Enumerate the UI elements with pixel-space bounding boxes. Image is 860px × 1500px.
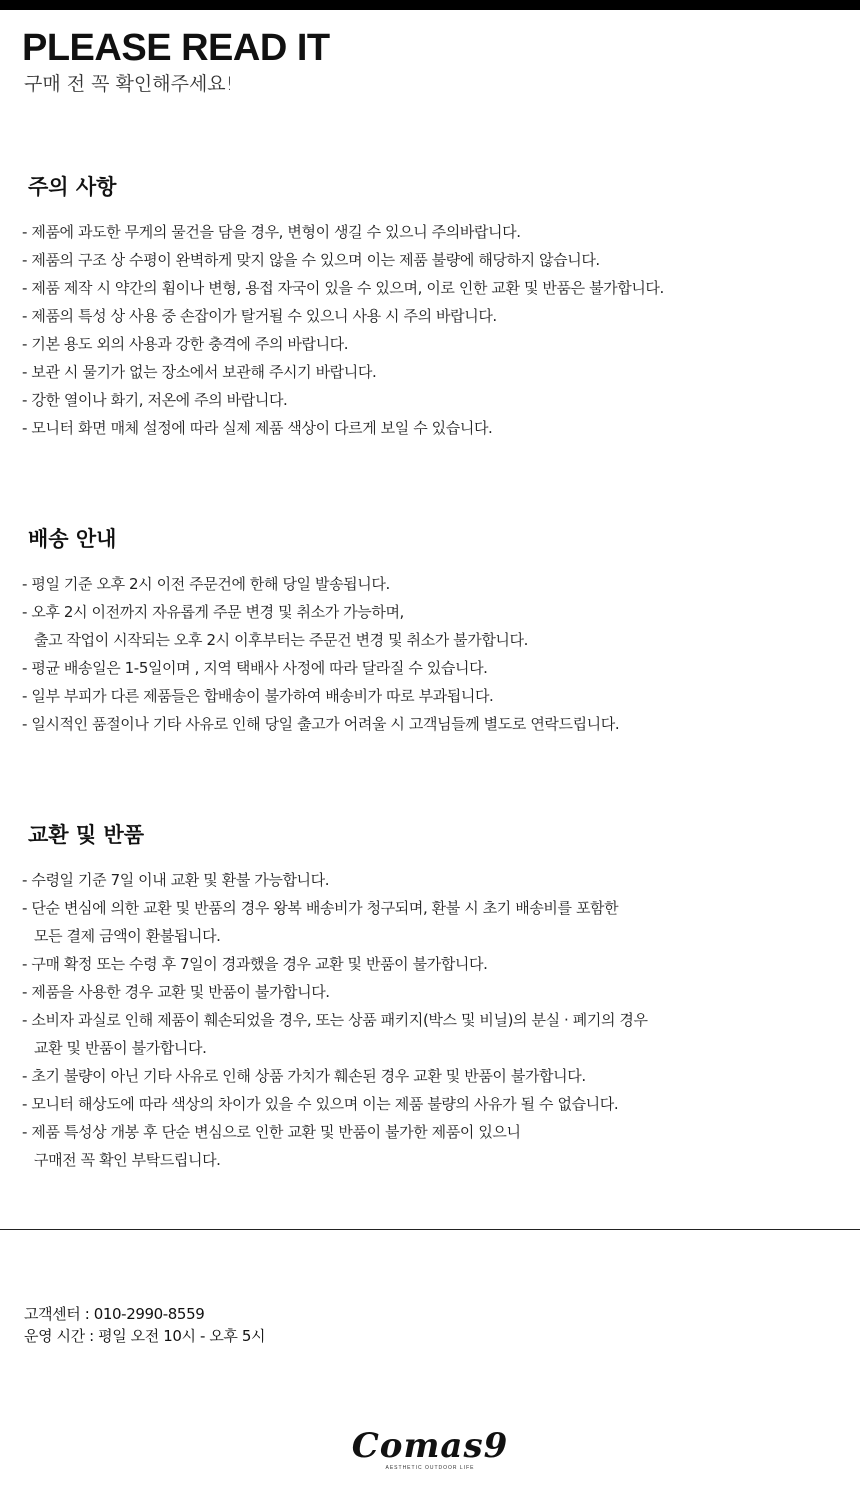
list-item: - 구매 확정 또는 수령 후 7일이 경과했을 경우 교환 및 반품이 불가합니다. — [22, 955, 488, 973]
section-title: 주의 사항 — [28, 175, 117, 199]
list-item: - 제품을 사용한 경우 교환 및 반품이 불가합니다. — [22, 983, 330, 1001]
list-item: - 오후 2시 이전까지 자유롭게 주문 변경 및 취소가 가능하며, — [22, 603, 404, 621]
list-item: - 제품에 과도한 무게의 물건을 담을 경우, 변형이 생길 수 있으니 주의바랍니다. — [22, 223, 521, 241]
shipping-list — [22, 570, 619, 738]
list-item: - 일부 부피가 다른 제품들은 합배송이 불가하여 배송비가 따로 부과됩니다. — [22, 687, 494, 705]
list-item: - 제품 특성상 개봉 후 단순 변심으로 인한 교환 및 반품이 불가한 제품이 있으니 — [22, 1123, 521, 1141]
list-item: - 보관 시 물기가 없는 장소에서 보관해 주시기 바랍니다. — [22, 363, 377, 381]
list-item: - 제품의 특성 상 사용 중 손잡이가 탈거될 수 있으니 사용 시 주의 바랍니다. — [22, 307, 497, 325]
contact-info — [24, 1303, 265, 1347]
list-item-continuation — [22, 1034, 648, 1062]
caution-list — [22, 218, 664, 442]
continuation-text: 출고 작업이 시작되는 오후 2시 이후부터는 주문건 변경 및 취소가 불가합니다. — [34, 631, 528, 649]
list-item: - 모니터 화면 매체 설정에 따라 실제 제품 색상이 다르게 보일 수 있습니다. — [22, 419, 493, 437]
logo-tagline: AESTHETIC OUTDOOR LIFE — [385, 1465, 475, 1471]
list-item: - 평일 기준 오후 2시 이전 주문건에 한해 당일 발송됩니다. — [22, 575, 390, 593]
continuation-text: 모든 결제 금액이 환불됩니다. — [34, 927, 221, 945]
list-item: - 모니터 해상도에 따라 색상의 차이가 있을 수 있으며 이는 제품 불량의 사유가 될 수 없습니다. — [22, 1095, 619, 1113]
list-item: - 수령일 기준 7일 이내 교환 및 환불 가능합니다. — [22, 871, 330, 889]
top-bar — [0, 0, 860, 10]
brand-logo — [0, 1428, 860, 1472]
section-title: 배송 안내 — [28, 527, 117, 551]
list-item: - 평균 배송일은 1-5일이며 , 지역 택배사 사정에 따라 달라질 수 있습니다. — [22, 659, 488, 677]
list-item-continuation — [22, 922, 648, 950]
logo-wordmark: Comas9 — [351, 1426, 509, 1466]
list-item: - 제품 제작 시 약간의 휨이나 변형, 용접 자국이 있을 수 있으며, 이로 인한 교환 및 반품은 불가합니다. — [22, 279, 664, 297]
list-item: - 소비자 과실로 인해 제품이 훼손되었을 경우, 또는 상품 패키지(박스 및 비닐)의 분실 · 폐기의 경우 — [22, 1011, 648, 1029]
list-item: - 단순 변심에 의한 교환 및 반품의 경우 왕복 배송비가 청구되며, 환불 시 초기 배송비를 포함한 — [22, 899, 619, 917]
list-item-continuation — [22, 626, 619, 654]
list-item: - 초기 불량이 아닌 기타 사유로 인해 상품 가치가 훼손된 경우 교환 및 반품이 불가합니다. — [22, 1067, 586, 1085]
list-item: - 기본 용도 외의 사용과 강한 충격에 주의 바랍니다. — [22, 335, 349, 353]
section-title: 교환 및 반품 — [28, 823, 145, 847]
continuation-text: 교환 및 반품이 불가합니다. — [34, 1039, 207, 1057]
continuation-text: 구매전 꼭 확인 부탁드립니다. — [34, 1151, 221, 1169]
footer-divider — [0, 1229, 860, 1230]
list-item-continuation — [22, 1146, 648, 1174]
page-subtitle: 구매 전 꼭 확인해주세요! — [24, 73, 234, 95]
customer-center-phone: 고객센터 : 010-2990-8559 — [24, 1305, 205, 1323]
page-title: PLEASE READ IT — [22, 27, 330, 69]
list-item: - 일시적인 품절이나 기타 사유로 인해 당일 출고가 어려울 시 고객님들께 별도로 연락드립니다. — [22, 715, 620, 733]
list-item: - 제품의 구조 상 수평이 완벽하게 맞지 않을 수 있으며 이는 제품 불량에 해당하지 않습니다. — [22, 251, 600, 269]
operating-hours: 운영 시간 : 평일 오전 10시 - 오후 5시 — [24, 1327, 266, 1345]
list-item: - 강한 열이나 화기, 저온에 주의 바랍니다. — [22, 391, 288, 409]
returns-list — [22, 866, 648, 1174]
